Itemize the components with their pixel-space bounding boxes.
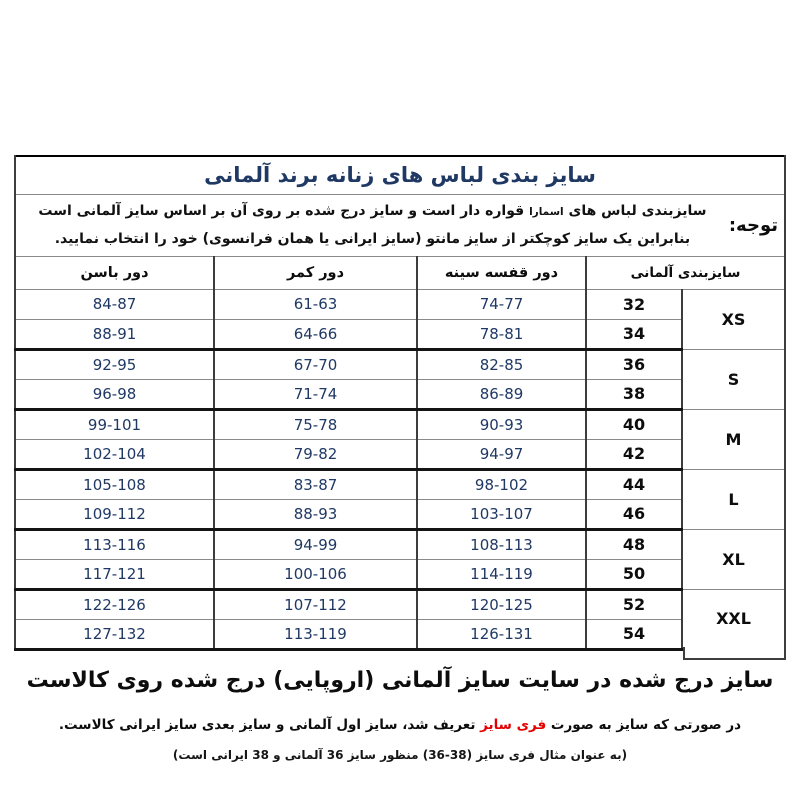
size-number: 38 xyxy=(586,379,682,409)
hips-value: 99-101 xyxy=(15,409,214,439)
size-number: 52 xyxy=(586,589,682,619)
size-number: 40 xyxy=(586,409,682,439)
table-row xyxy=(15,589,785,619)
waist-value: 107-112 xyxy=(214,589,417,619)
letter-column-tail xyxy=(683,647,786,660)
chest-value: 98-102 xyxy=(417,469,586,499)
size-number: 36 xyxy=(586,349,682,379)
hips-value: 117-121 xyxy=(15,559,214,589)
footer-note-end: تعریف شد، سایز اول آلمانی و سایز بعدی سایز ایرانی کالاست. xyxy=(58,717,481,733)
size-number: 34 xyxy=(586,319,682,349)
header-chest: دور قفسه سینه xyxy=(417,256,586,289)
size-number: 32 xyxy=(586,289,682,319)
hips-value: 88-91 xyxy=(15,319,214,349)
chest-value: 86-89 xyxy=(417,379,586,409)
table-row xyxy=(15,289,785,319)
note-line1-end: قواره دار است و سایز درج شده بر روی آن بر اساس سایز آلمانی است xyxy=(38,202,530,219)
waist-value: 113-119 xyxy=(214,619,417,649)
chart-title: سایز بندی لباس های زنانه برند آلمانی xyxy=(15,156,785,194)
waist-value: 64-66 xyxy=(214,319,417,349)
size-letter-xs: XS xyxy=(682,289,785,349)
header-waist: دور کمر xyxy=(214,256,417,289)
table-row xyxy=(15,319,785,349)
table-row xyxy=(15,529,785,559)
size-letter-m: M xyxy=(682,409,785,469)
table-row xyxy=(15,349,785,379)
chest-value: 126-131 xyxy=(417,619,586,649)
hips-value: 105-108 xyxy=(15,469,214,499)
note-label: توجه: xyxy=(728,214,778,236)
size-letter-l: L xyxy=(682,469,785,529)
waist-value: 79-82 xyxy=(214,439,417,469)
hips-value: 96-98 xyxy=(15,379,214,409)
chest-value: 78-81 xyxy=(417,319,586,349)
size-chart-container xyxy=(14,155,786,651)
chest-value: 82-85 xyxy=(417,349,586,379)
size-letter-xxl: XXL xyxy=(682,589,785,649)
size-chart-table xyxy=(14,155,786,651)
table-row xyxy=(15,409,785,439)
size-letter-xl: XL xyxy=(682,529,785,589)
chest-value: 120-125 xyxy=(417,589,586,619)
hips-value: 113-116 xyxy=(15,529,214,559)
waist-value: 75-78 xyxy=(214,409,417,439)
table-row xyxy=(15,559,785,589)
size-letter-s: S xyxy=(682,349,785,409)
hips-value: 102-104 xyxy=(15,439,214,469)
chest-value: 74-77 xyxy=(417,289,586,319)
size-number: 50 xyxy=(586,559,682,589)
waist-value: 61-63 xyxy=(214,289,417,319)
size-number: 42 xyxy=(586,439,682,469)
note-cell xyxy=(15,194,785,256)
note-block xyxy=(22,198,778,253)
waist-value: 88-93 xyxy=(214,499,417,529)
brand-name: اسمارا xyxy=(529,205,564,218)
hips-value: 122-126 xyxy=(15,589,214,619)
waist-value: 100-106 xyxy=(214,559,417,589)
note-line-1 xyxy=(22,198,723,226)
footer-example: (به عنوان مثال فری سایز (38-36) منظور سایز 36 آلمانی و 38 ایرانی است) xyxy=(172,748,628,762)
note-line1-start: سایزبندی لباس های xyxy=(563,202,707,219)
waist-value: 94-99 xyxy=(214,529,417,559)
chest-value: 108-113 xyxy=(417,529,586,559)
footer-note xyxy=(0,717,800,733)
table-row xyxy=(15,469,785,499)
header-german-sizing: سایزبندی آلمانی xyxy=(586,256,785,289)
chest-value: 103-107 xyxy=(417,499,586,529)
waist-value: 71-74 xyxy=(214,379,417,409)
table-row xyxy=(15,619,785,649)
waist-value: 67-70 xyxy=(214,349,417,379)
size-number: 44 xyxy=(586,469,682,499)
hips-value: 127-132 xyxy=(15,619,214,649)
hips-value: 84-87 xyxy=(15,289,214,319)
header-hips: دور باسن xyxy=(15,256,214,289)
size-number: 46 xyxy=(586,499,682,529)
hips-value: 109-112 xyxy=(15,499,214,529)
size-number: 48 xyxy=(586,529,682,559)
footer-note-start: در صورتی که سایز به صورت xyxy=(546,717,742,733)
hips-value: 92-95 xyxy=(15,349,214,379)
waist-value: 83-87 xyxy=(214,469,417,499)
chest-value: 114-119 xyxy=(417,559,586,589)
note-text xyxy=(22,198,723,253)
table-row xyxy=(15,499,785,529)
chest-value: 90-93 xyxy=(417,409,586,439)
footer-note-freesize: فری سایز xyxy=(480,717,547,733)
table-row xyxy=(15,379,785,409)
table-row xyxy=(15,439,785,469)
footer-headline: سایز درج شده در سایت سایز آلمانی (اروپایی) درج شده روی کالاست xyxy=(26,668,774,693)
size-number: 54 xyxy=(586,619,682,649)
note-line-2: بنابراین یک سایز کوچکتر از سایز مانتو (سایز ایرانی یا همان فرانسوی) خود را انتخاب نمایید. xyxy=(54,230,691,247)
chest-value: 94-97 xyxy=(417,439,586,469)
